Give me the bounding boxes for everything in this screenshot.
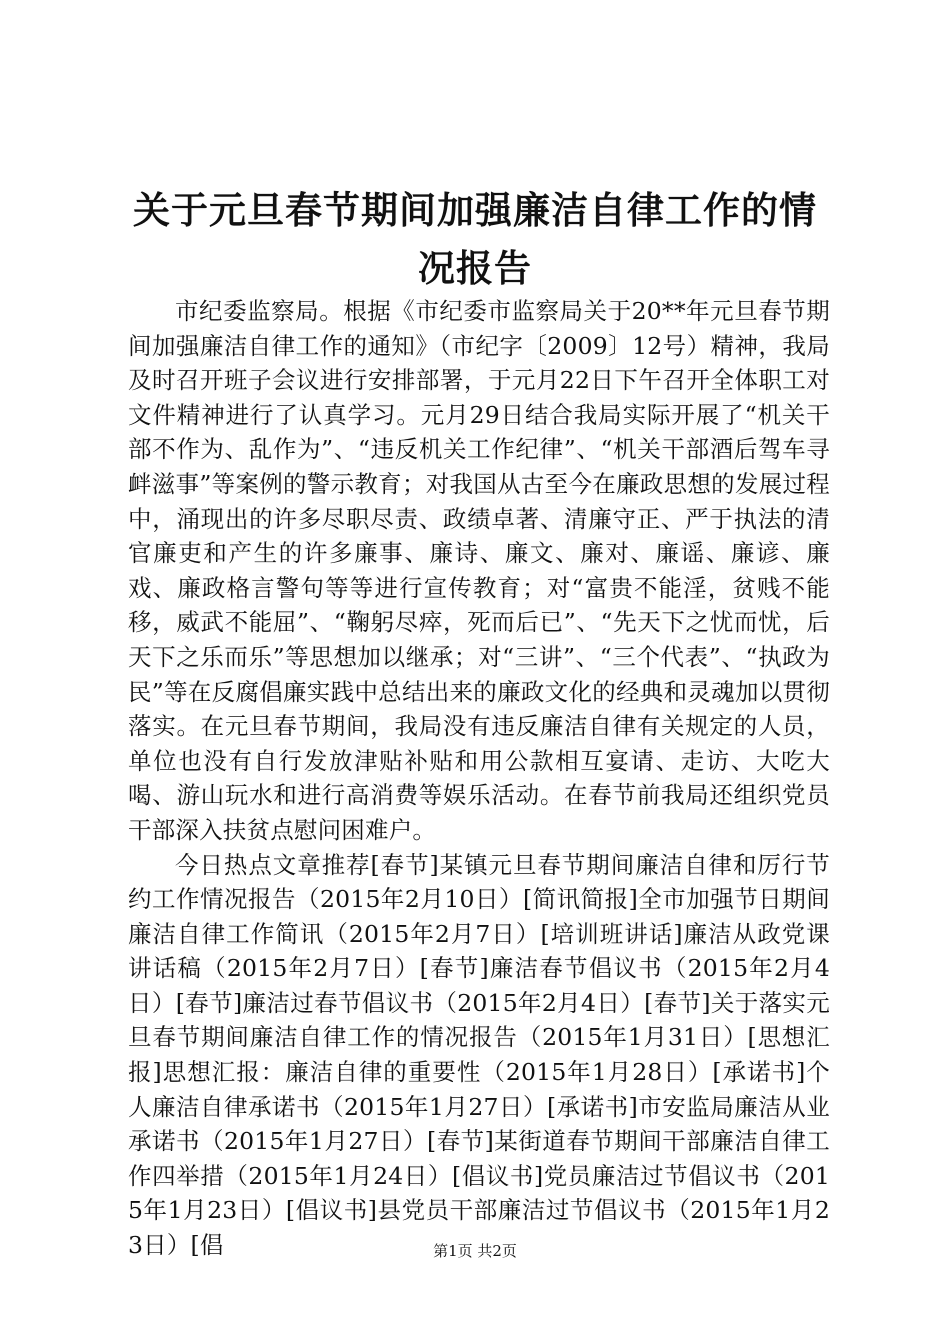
- page-number-footer: 第1页 共2页: [433, 1242, 517, 1260]
- body-paragraph-report: 市纪委监察局。根据《市纪委市监察局关于20**年元旦春节期间加强廉洁自律工作的通知》（市纪字〔2009〕12号）精神，我局及时召开班子会议进行安排部署，于元月22日下午召开全体职工对文件精神进行了认真学习。元月29日结合我局实际开展了“机关干部不作为、乱作为”、“违反机关工作纪律”、“机关干部酒后驾车寻衅滋事”等案例的警示教育；对我国从古至今在廉政思想的发展过程中，涌现出的许多尽职尽责、政绩卓著、清廉守正、严于执法的清官廉吏和产生的许多廉事、廉诗、廉文、廉对、廉谣、廉谚、廉戏、廉政格言警句等等进行宣传教育；对“富贵不能淫，贫贱不能移，威武不能屈”、“鞠躬尽瘁，死而后已”、“先天下之忧而忧，后天下之乐而乐”等思想加以继承；对“三讲”、“三个代表”、“执政为民”等在反腐倡廉实践中总结出来的廉政文化的经典和灵魂加以贯彻落实。在元旦春节期间，我局没有违反廉洁自律有关规定的人员，单位也没有自行发放津贴补贴和用公款相互宴请、走访、大吃大喝、游山玩水和进行高消费等娱乐活动。在春节前我局还组织党员干部深入扶贫点慰问困难户。: [128, 297, 830, 844]
- document-title: 关于元旦春节期间加强廉洁自律工作的情况报告: [133, 189, 817, 290]
- document-body: [128, 294, 830, 1263]
- body-paragraph-recommendations: 今日热点文章推荐[春节]某镇元旦春节期间廉洁自律和厉行节约工作情况报告（2015年2月10日）[简讯简报]全市加强节日期间廉洁自律工作简讯（2015年2月7日）[培训班讲话]廉洁从政党课讲话稿（2015年2月7日）[春节]廉洁春节倡议书（2015年2月4日）[春节]廉洁过春节倡议书（2015年2月4日）[春节]关于落实元旦春节期间廉洁自律工作的情况报告（2015年1月31日）[思想汇报]思想汇报：廉洁自律的重要性（2015年1月28日）[承诺书]个人廉洁自律承诺书（2015年1月27日）[承诺书]市安监局廉洁从业承诺书（2015年1月27日）[春节]某街道春节期间干部廉洁自律工作四举措（2015年1月24日）[倡议书]党员廉洁过节倡议书（2015年1月23日）[倡议书]县党员干部廉洁过节倡议书（2015年1月23日）[倡: [128, 850, 830, 1260]
